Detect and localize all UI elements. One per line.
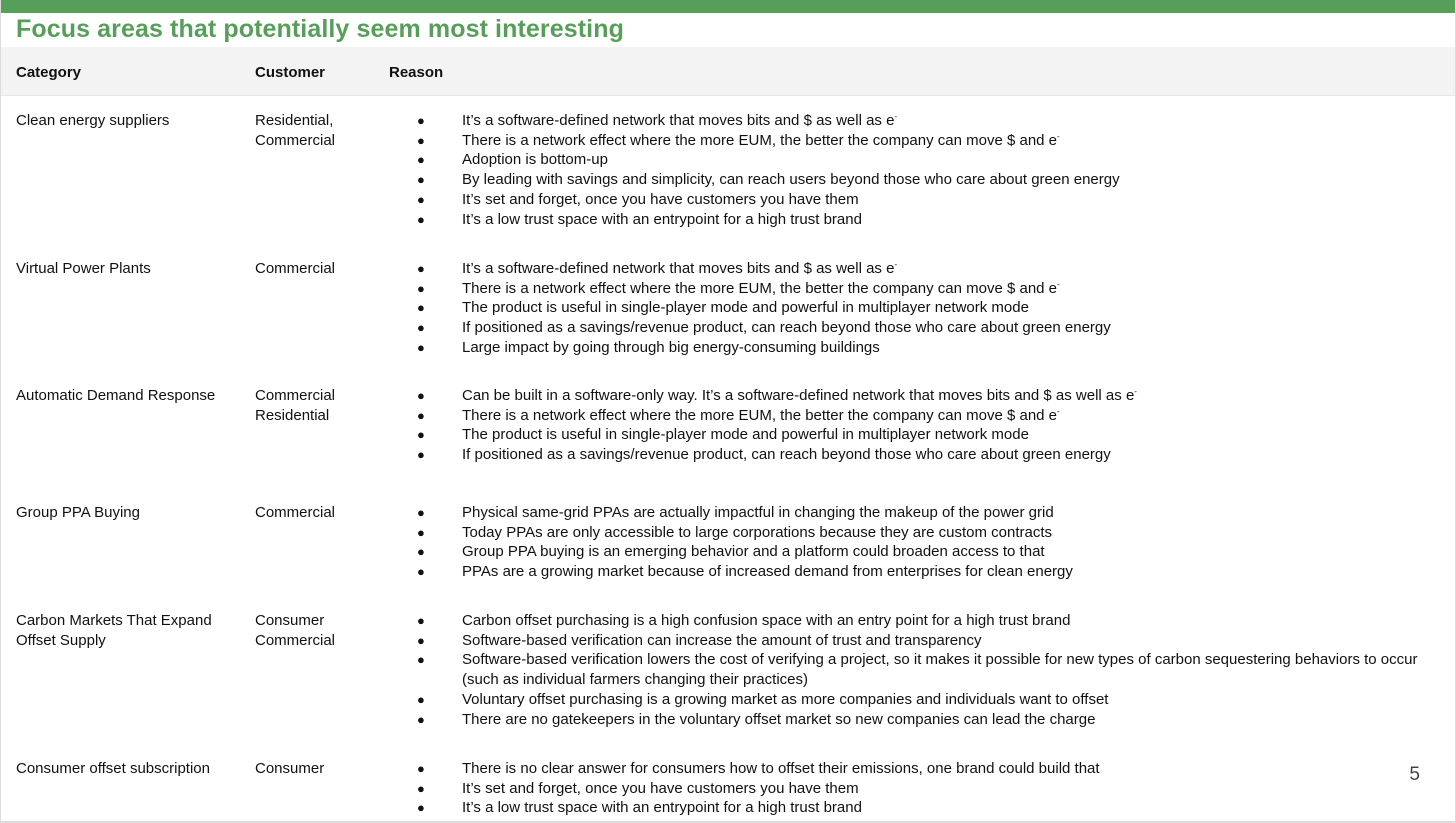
reason-text: There are no gatekeepers in the voluntary offset market so new companies can lead the charge — [462, 710, 1096, 728]
reason-item — [414, 710, 1444, 730]
electron-superscript: - — [1057, 279, 1060, 289]
category-text: Virtual Power Plants — [16, 260, 151, 277]
bullet-dot: ● — [417, 211, 425, 227]
bullet-dot: ● — [417, 191, 425, 207]
reason-text: PPAs are a growing market because of increased demand from enterprises for clean energy — [462, 563, 1073, 581]
reason-text: The product is useful in single-player mode and powerful in multiplayer network mode — [462, 426, 1029, 444]
electron-superscript: - — [1057, 131, 1060, 141]
reason-text: Software-based verification can increase the amount of trust and transparency — [462, 631, 982, 649]
electron-superscript: - — [894, 112, 898, 121]
reason-item — [414, 650, 1444, 689]
reason-item — [414, 338, 1444, 358]
reason-text: Physical same-grid PPAs are actually impactful in changing the makeup of the power grid — [462, 504, 1054, 521]
customer-text: Commercial — [255, 504, 336, 521]
header-reason: Reason — [389, 64, 444, 81]
reason-text: The product is useful in single-player mode and powerful in multiplayer network mode — [462, 299, 1029, 317]
reason-text: There is a network effect where the more EUM, the better the company can move $ and e — [462, 406, 1058, 424]
bullet-dot: ● — [417, 447, 425, 463]
bullet-dot: ● — [417, 544, 425, 560]
reason-text: There is a network effect where the more EUM, the better the company can move $ and e — [462, 131, 1058, 149]
reason-list — [414, 111, 1444, 229]
bullet-dot: ● — [417, 261, 425, 276]
reason-item — [414, 523, 1444, 543]
reason-item — [414, 131, 1444, 151]
reason-text: If positioned as a savings/revenue product, can reach beyond those who care about green energy — [462, 319, 1111, 337]
category-text: Clean energy suppliers — [16, 112, 170, 129]
category-cell — [16, 386, 246, 406]
bullet-dot: ● — [417, 564, 425, 580]
page-number: 5 — [1409, 764, 1420, 785]
reason-text: It’s a low trust space with an entrypoint for a high trust brand — [462, 799, 862, 817]
reason-item — [414, 386, 1444, 406]
bullet-dot: ● — [417, 300, 425, 316]
bullet-dot: ● — [417, 407, 425, 423]
slide-title: Focus areas that potentially seem most interesting — [16, 15, 624, 43]
category-cell — [16, 503, 246, 523]
bullet-dot: ● — [417, 711, 425, 727]
bullet-dot: ● — [417, 505, 425, 520]
customer-cell — [255, 611, 380, 650]
bullet-dot: ● — [417, 339, 425, 355]
category-text: Automatic Demand Response — [16, 387, 216, 404]
category-text: Group PPA Buying — [16, 504, 140, 521]
electron-superscript: - — [1057, 406, 1060, 416]
bullet-dot: ● — [417, 320, 425, 336]
customer-cell — [255, 259, 380, 279]
reason-text: Can be built in a software-only way. It’s a software-defined network that moves bits and $ as well as e — [462, 387, 1135, 404]
category-cell — [16, 259, 246, 279]
category-text: Offset Supply — [16, 631, 106, 649]
reason-list — [414, 759, 1444, 818]
reason-item — [414, 562, 1444, 582]
reason-item — [414, 611, 1444, 631]
reason-list — [414, 386, 1444, 465]
reason-item — [414, 445, 1444, 465]
bullet-dot: ● — [417, 652, 425, 668]
customer-text: Consumer — [255, 612, 325, 629]
reason-text: By leading with savings and simplicity, can reach users beyond those who care about green energy — [462, 171, 1120, 189]
category-text: Consumer offset subscription — [16, 760, 210, 777]
reason-text: It’s a software-defined network that moves bits and $ as well as e — [462, 112, 895, 129]
reason-text: Group PPA buying is an emerging behavior and a platform could broaden access to that — [462, 543, 1045, 561]
reason-item — [414, 279, 1444, 299]
reason-list — [414, 503, 1444, 582]
customer-text: Commercial — [255, 631, 336, 649]
reason-text: If positioned as a savings/revenue product, can reach beyond those who care about green energy — [462, 446, 1111, 464]
customer-cell — [255, 503, 380, 523]
bullet-dot: ● — [417, 280, 425, 296]
category-cell — [16, 759, 246, 779]
reason-item — [414, 503, 1444, 523]
reason-item — [414, 298, 1444, 318]
customer-cell — [255, 111, 380, 150]
category-cell — [16, 611, 246, 650]
bullet-dot: ● — [417, 632, 425, 648]
electron-superscript: - — [894, 260, 898, 269]
reason-item — [414, 150, 1444, 170]
reason-item — [414, 210, 1444, 230]
reason-item — [414, 425, 1444, 445]
reason-item — [414, 259, 1444, 279]
reason-text: There is a network effect where the more EUM, the better the company can move $ and e — [462, 279, 1058, 297]
reason-item — [414, 542, 1444, 562]
reason-text: It’s a software-defined network that moves bits and $ as well as e — [462, 260, 895, 277]
customer-text: Commercial — [255, 260, 336, 277]
header-customer: Customer — [255, 64, 326, 81]
customer-text: Commercial — [255, 387, 336, 404]
accent-bar — [1, 0, 1455, 13]
reason-item — [414, 406, 1444, 426]
customer-text: Commercial — [255, 131, 336, 149]
bullet-dot: ● — [417, 388, 425, 403]
reason-text: It’s set and forget, once you have customers you have them — [462, 190, 859, 208]
customer-cell — [255, 386, 380, 425]
reason-text: It’s a low trust space with an entrypoint for a high trust brand — [462, 210, 862, 228]
reason-text: Today PPAs are only accessible to large corporations because they are custom contracts — [462, 523, 1053, 541]
reason-item — [414, 190, 1444, 210]
bullet-dot: ● — [417, 172, 425, 188]
bullet-dot: ● — [417, 691, 425, 707]
header-category: Category — [16, 64, 82, 81]
bullet-dot: ● — [417, 524, 425, 540]
reason-list — [414, 611, 1444, 729]
electron-superscript: - — [1134, 387, 1137, 396]
reason-item — [414, 111, 1444, 131]
bullet-dot: ● — [417, 800, 425, 816]
reason-item — [414, 318, 1444, 338]
bullet-dot: ● — [417, 427, 425, 443]
reason-text: There is no clear answer for consumers how to offset their emissions, one brand could build that — [462, 760, 1100, 777]
reason-text: It’s set and forget, once you have customers you have them — [462, 779, 859, 797]
customer-cell — [255, 759, 380, 779]
reason-text: Adoption is bottom-up — [462, 151, 608, 169]
reason-text: Large impact by going through big energy-consuming buildings — [462, 338, 880, 356]
category-text: Carbon Markets That Expand — [16, 612, 212, 629]
bullet-dot: ● — [417, 761, 425, 776]
reason-item — [414, 690, 1444, 710]
reason-item — [414, 631, 1444, 651]
bullet-dot: ● — [417, 613, 425, 628]
reason-text: Voluntary offset purchasing is a growing market as more companies and individuals want to offset — [462, 690, 1109, 708]
bullet-dot: ● — [417, 780, 425, 796]
reason-text: Software-based verification lowers the cost of verifying a project, so it makes it possible for new types of carbon sequestering behaviors to occur (such as individual farmers changing their practices) — [462, 651, 1418, 689]
customer-text: Residential, — [255, 112, 334, 129]
reason-list — [414, 259, 1444, 358]
reason-text: Carbon offset purchasing is a high confusion space with an entry point for a high trust brand — [462, 612, 1071, 629]
table-header-row — [1, 47, 1455, 96]
reason-item — [414, 798, 1444, 818]
bullet-dot: ● — [417, 113, 425, 128]
reason-item — [414, 170, 1444, 190]
bullet-dot: ● — [417, 132, 425, 148]
customer-text: Consumer — [255, 760, 325, 777]
customer-text: Residential — [255, 406, 330, 424]
reason-item — [414, 779, 1444, 799]
category-cell — [16, 111, 246, 131]
bullet-dot: ● — [417, 152, 425, 168]
reason-item — [414, 759, 1444, 779]
